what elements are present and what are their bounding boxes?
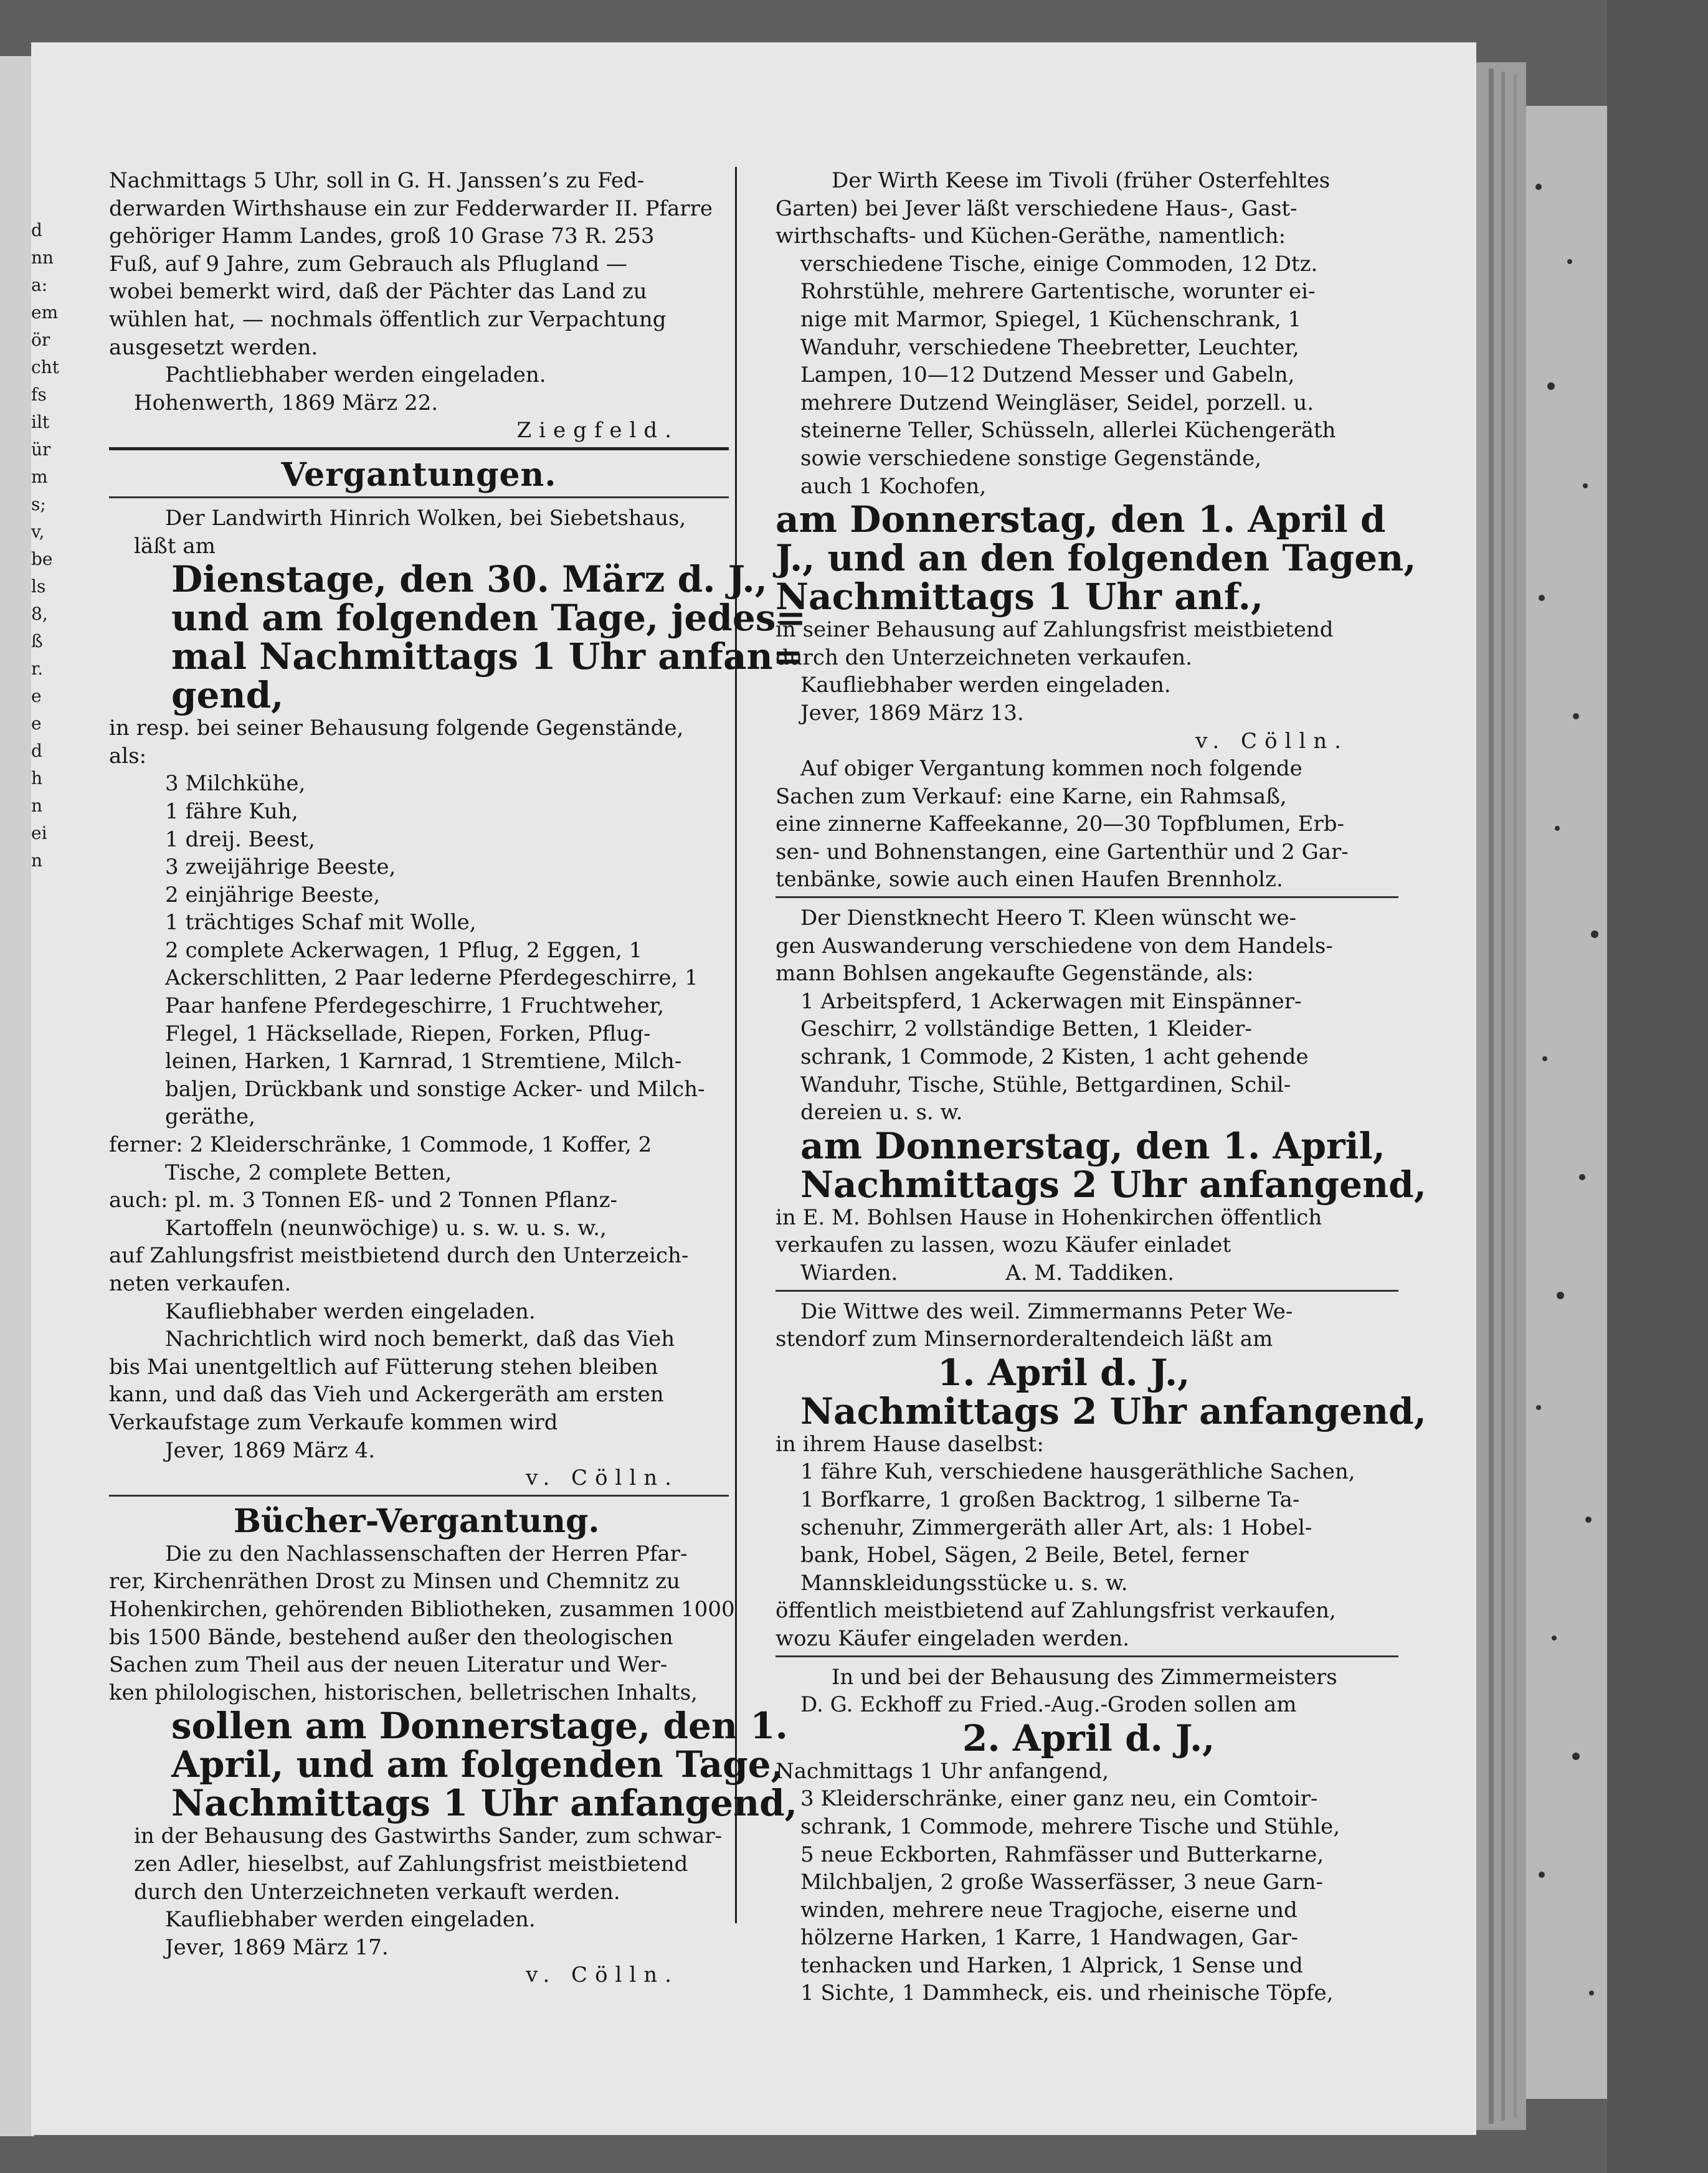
list-item: geräthe,	[165, 1104, 255, 1130]
text-line: wozu Käufer eingeladen werden.	[776, 1626, 1130, 1651]
text-line: Der Dienstknecht Heero T. Kleen wünscht we-	[800, 906, 1297, 931]
margin-fragment: d	[31, 741, 42, 761]
big-line: 2. April d. J.,	[962, 1716, 1215, 1759]
list-item: leinen, Harken, 1 Karnrad, 1 Stremtiene, Milch-	[165, 1049, 682, 1074]
list-item: Flegel, 1 Häcksellade, Riepen, Forken, Pflug-	[165, 1021, 651, 1046]
list-item: 1 Borfkarre, 1 großen Backtrog, 1 silberne Ta-	[800, 1487, 1300, 1512]
list-item: winden, mehrere neue Tragjoche, eiserne und	[800, 1897, 1298, 1923]
list-item: Wanduhr, Tische, Stühle, Bettgardinen, Schil-	[800, 1072, 1291, 1097]
date-line: Jever, 1869 März 17.	[165, 1934, 389, 1960]
section-heading: Vergantungen.	[281, 455, 557, 494]
list-item: Rohrstühle, mehrere Gartentische, worunter ei-	[800, 279, 1316, 305]
intro-notice	[109, 167, 729, 445]
ad-rule	[776, 1655, 1398, 1657]
list-item: 1 fähre Kuh,	[165, 798, 298, 824]
margin-fragment: a:	[31, 275, 48, 295]
margin-fragment: n	[31, 850, 43, 871]
margin-fragment: cht	[31, 357, 59, 377]
text-line: auch: pl. m. 3 Tonnen Eß- und 2 Tonnen Pflanz-	[109, 1188, 617, 1213]
text-line: läßt am	[134, 533, 216, 559]
ad-rule	[776, 1290, 1398, 1292]
big-line: am Donnerstag, den 1. April,	[800, 1124, 1385, 1167]
ad-buecher	[109, 1502, 797, 1989]
text-line: in ihrem Hause daselbst:	[776, 1431, 1044, 1457]
margin-fragment: ei	[31, 823, 47, 843]
text-line: In und bei der Behausung des Zimmermeisters	[832, 1664, 1337, 1690]
list-item: hölzerne Harken, 1 Karre, 1 Handwagen, Gar-	[800, 1925, 1299, 1951]
date-line: Jever, 1869 März 13.	[800, 700, 1024, 726]
list-item: steinerne Teller, Schüsseln, allerlei Küchengeräth	[800, 418, 1336, 443]
text-line: neten verkaufen.	[109, 1271, 292, 1296]
text-line: Kaufliebhaber werden eingeladen.	[800, 673, 1171, 698]
list-item: 1 Sichte, 1 Dammheck, eis. und rheinische Töpfe,	[800, 1981, 1334, 2006]
list-item: schrank, 1 Commode, mehrere Tische und Stühle,	[800, 1814, 1340, 1839]
text-line: in seiner Behausung auf Zahlungsfrist meistbietend	[776, 617, 1334, 643]
text-line: Nachrichtlich wird noch bemerkt, daß das Vieh	[165, 1327, 675, 1352]
list-item: bank, Hobel, Sägen, 2 Beile, Betel, ferner	[800, 1543, 1249, 1568]
list-item: verschiedene Tische, einige Commoden, 12 Dtz.	[800, 251, 1318, 277]
list-item: baljen, Drückbank und sonstige Acker- und Milch-	[165, 1076, 705, 1102]
list-item: Mannskleidungsstücke u. s. w.	[800, 1570, 1128, 1596]
left-column	[109, 167, 806, 1989]
text-line: Verkaufstage zum Verkaufe kommen wird	[109, 1409, 558, 1435]
text-line: rer, Kirchenräthen Drost zu Minsen und Chemnitz zu	[109, 1569, 680, 1594]
text-line: kann, und daß das Vieh und Ackergeräth am ersten	[109, 1382, 664, 1408]
text-line: Der Wirth Keese im Tivoli (früher Osterfehltes	[832, 168, 1331, 193]
text-line: verkaufen zu lassen, wozu Käufer einladet	[776, 1233, 1231, 1258]
text-line: wobei bemerkt wird, daß der Pächter das Land zu	[109, 279, 647, 305]
text-line: Nachmittags 5 Uhr, soll in G. H. Janssen’s zu Fed-	[109, 168, 645, 193]
margin-fragment: ß	[31, 631, 43, 651]
text-line: als:	[109, 743, 147, 769]
big-line: Nachmittags 1 Uhr anf.,	[776, 575, 1264, 618]
text-line: Kaufliebhaber werden eingeladen.	[165, 1299, 536, 1324]
big-line: J., und an den folgenden Tagen,	[776, 537, 1416, 580]
margin-fragment: s;	[31, 494, 46, 514]
big-line: 1. April d. J.,	[937, 1351, 1190, 1394]
ad-westendorf	[776, 1298, 1426, 1653]
date-line: Jever, 1869 März 4.	[165, 1437, 376, 1463]
list-item: mehrere Dutzend Weingläser, Seidel, porzell. u.	[800, 390, 1314, 415]
text-line: Kaufliebhaber werden eingeladen.	[165, 1907, 536, 1933]
text-line: Der Landwirth Hinrich Wolken, bei Siebetshaus,	[165, 505, 686, 531]
text-line: ken philologischen, historischen, belletrischen Inhalts,	[109, 1680, 698, 1705]
list-item: auch 1 Kochofen,	[800, 473, 987, 499]
list-item: 1 fähre Kuh, verschiedene hausgeräthliche Sachen,	[800, 1459, 1355, 1485]
text-line: Kartoffeln (neunwöchige) u. s. w. u. s. w.,	[165, 1215, 607, 1241]
big-line: April, und am folgenden Tage,	[171, 1743, 784, 1786]
text-line: stendorf zum Minsernorderaltendeich läßt am	[776, 1327, 1273, 1352]
date-line: Hohenwerth, 1869 März 22.	[134, 390, 439, 415]
list-item: 3 Kleiderschränke, einer ganz neu, ein Comtoir-	[800, 1786, 1318, 1812]
left-margin-fragments	[31, 217, 59, 874]
text-line: in resp. bei seiner Behausung folgende Gegenstände,	[109, 716, 684, 741]
invite-line: Pachtliebhaber werden eingeladen.	[165, 362, 546, 388]
text-line: eine zinnerne Kaffeekanne, 20—30 Topfblumen, Erb-	[776, 812, 1345, 837]
list-item: dereien u. s. w.	[800, 1100, 963, 1125]
list-item: 3 Milchkühe,	[165, 771, 306, 797]
text-line: in der Behausung des Gastwirths Sander, zum schwar-	[134, 1824, 723, 1849]
margin-fragment: ilt	[31, 412, 50, 432]
text-line: Fuß, auf 9 Jahre, zum Gebrauch als Pflugland —	[109, 251, 627, 277]
text-line: auf Zahlungsfrist meistbietend durch den Unterzeich-	[109, 1243, 689, 1269]
list-item: Lampen, 10—12 Dutzend Messer und Gabeln,	[800, 362, 1295, 388]
text-line: Nachmittags 1 Uhr anfangend,	[776, 1758, 1109, 1784]
list-item: Paar hanfene Pferdegeschirre, 1 Fruchtweher,	[165, 993, 665, 1019]
big-line: sollen am Donnerstage, den 1.	[171, 1705, 788, 1748]
text-line: gen Auswanderung verschiedene von dem Handels-	[776, 933, 1333, 959]
big-line: Nachmittags 2 Uhr anfangend,	[800, 1389, 1426, 1432]
margin-fragment: e	[31, 686, 42, 706]
big-line: Dienstage, den 30. März d. J.,	[171, 558, 767, 601]
ad-kleen	[776, 904, 1426, 1287]
text-line: öffentlich meistbietend auf Zahlungsfrist verkaufen,	[776, 1598, 1336, 1624]
list-item: Wanduhr, verschiedene Theebretter, Leuchter,	[800, 334, 1299, 360]
margin-fragment: be	[31, 549, 53, 569]
text-line: ausgesetzt werden.	[109, 334, 318, 360]
text-line: zen Adler, hieselbst, auf Zahlungsfrist meistbietend	[134, 1851, 688, 1877]
margin-fragment: e	[31, 713, 42, 734]
margin-fragment: ür	[31, 439, 51, 460]
margin-fragment: em	[31, 302, 59, 323]
text-line: wühlen hat, — nochmals öffentlich zur Verpachtung	[109, 306, 667, 332]
margin-fragment: 8,	[31, 604, 48, 624]
heading-rule	[109, 496, 729, 498]
list-item: schrank, 1 Commode, 2 Kisten, 1 acht gehende	[800, 1044, 1309, 1070]
list-item: 1 Arbeitspferd, 1 Ackerwagen mit Einspänner-	[800, 988, 1302, 1014]
margin-fragment: v,	[31, 521, 45, 542]
list-item: schenuhr, Zimmergeräth aller Art, als: 1 Hobel-	[800, 1515, 1312, 1540]
ad-wolken	[109, 504, 806, 1492]
text-line: Sachen zum Verkauf: eine Karne, ein Rahmsaß,	[776, 784, 1287, 809]
signature: v. Cölln.	[526, 1962, 679, 1988]
text-line: D. G. Eckhoff zu Fried.-Aug.-Groden sollen am	[800, 1692, 1297, 1718]
text-line: gehöriger Hamm Landes, groß 10 Grase 73 R. 253	[109, 224, 655, 249]
margin-fragment: nn	[31, 247, 54, 268]
signature: v. Cölln.	[526, 1465, 679, 1491]
big-line: gend,	[171, 674, 284, 717]
text-line: in E. M. Bohlsen Hause in Hohenkirchen öffentlich	[776, 1205, 1322, 1230]
ad-heading: Bücher-Vergantung.	[234, 1502, 600, 1540]
margin-fragment: ls	[31, 576, 46, 597]
text-line: bis 1500 Bände, bestehend außer den theologischen	[109, 1624, 673, 1650]
right-column	[776, 167, 1426, 2007]
ad-rule	[109, 1495, 729, 1497]
list-item: 1 dreij. Beest,	[165, 826, 315, 852]
big-line: am Donnerstag, den 1. April d	[776, 498, 1386, 541]
big-line: und am folgenden Tage, jedes=	[171, 597, 806, 640]
signature: Wiarden. A. M. Taddiken.	[800, 1261, 1174, 1285]
list-item: Milchbaljen, 2 große Wasserfässer, 3 neue Garn-	[800, 1870, 1324, 1895]
text-line: derwarden Wirthshause ein zur Fedderwarder II. Pfarre	[109, 196, 713, 221]
text-line: Sachen zum Theil aus der neuen Literatur und Wer-	[109, 1652, 668, 1678]
margin-fragment: fs	[31, 384, 47, 405]
big-line: Nachmittags 2 Uhr anfangend,	[800, 1163, 1426, 1206]
newspaper-page	[31, 42, 1476, 2135]
text-line: wirthschafts- und Küchen-Geräthe, namentlich:	[776, 224, 1286, 249]
section-rule	[109, 447, 729, 450]
ad-rule	[776, 896, 1398, 898]
text-line: mann Bohlsen angekaufte Gegenstände, als:	[776, 961, 1254, 987]
list-item: tenhacken und Harken, 1 Alprick, 1 Sense und	[800, 1953, 1303, 1978]
signature: Ziegfeld.	[516, 418, 679, 443]
text-line: Auf obiger Vergantung kommen noch folgende	[800, 756, 1302, 782]
text-line: bis Mai unentgeltlich auf Fütterung stehen bleiben	[109, 1354, 658, 1380]
margin-fragment: d	[31, 220, 42, 240]
list-item: nige mit Marmor, Spiegel, 1 Küchenschrank, 1	[800, 306, 1302, 332]
margin-fragment: m	[31, 466, 48, 487]
text-line: Garten) bei Jever läßt verschiedene Haus-, Gast-	[776, 196, 1298, 221]
list-item: 5 neue Eckborten, Rahmfässer und Butterkarne,	[800, 1842, 1324, 1867]
margin-fragment: h	[31, 768, 43, 788]
list-item: 3 zweijährige Beeste,	[165, 855, 396, 880]
list-item: 2 einjährige Beeste,	[165, 882, 381, 907]
text-line: sen- und Bohnenstangen, eine Gartenthür und 2 Gar-	[776, 839, 1349, 864]
text-line: Tische, 2 complete Betten,	[165, 1160, 452, 1185]
text-line: Die zu den Nachlassenschaften der Herren Pfar-	[165, 1541, 688, 1566]
big-line: mal Nachmittags 1 Uhr anfan=	[171, 635, 804, 678]
text-line: durch den Unterzeichneten verkaufen.	[776, 645, 1192, 670]
text-line: tenbänke, sowie auch einen Haufen Brennholz.	[776, 867, 1283, 892]
margin-fragment: n	[31, 795, 43, 816]
list-item: 1 trächtiges Schaf mit Wolle,	[165, 910, 477, 935]
text-line: Die Wittwe des weil. Zimmermanns Peter We-	[800, 1299, 1293, 1324]
signature: v. Cölln.	[1195, 728, 1349, 754]
ad-eckhoff	[776, 1664, 1398, 2008]
list-item: sowie verschiedene sonstige Gegenstände,	[800, 445, 1262, 471]
list-item: Geschirr, 2 vollständige Betten, 1 Kleider-	[800, 1016, 1252, 1042]
list-item: 2 complete Ackerwagen, 1 Pflug, 2 Eggen, 1	[165, 937, 643, 963]
column-divider	[735, 167, 737, 1923]
ad-keese	[776, 167, 1416, 894]
list-item: Ackerschlitten, 2 Paar lederne Pferdegeschirre, 1	[165, 965, 698, 991]
margin-fragment: ör	[31, 329, 50, 350]
text-line: ferner: 2 Kleiderschränke, 1 Commode, 1 Koffer, 2	[109, 1132, 652, 1158]
text-line: Hohenkirchen, gehörenden Bibliotheken, zusammen 1000	[109, 1596, 735, 1622]
margin-fragment: r.	[31, 658, 44, 679]
text-line: durch den Unterzeichneten verkauft werden.	[134, 1879, 620, 1905]
big-line: Nachmittags 1 Uhr anfangend,	[171, 1782, 797, 1825]
